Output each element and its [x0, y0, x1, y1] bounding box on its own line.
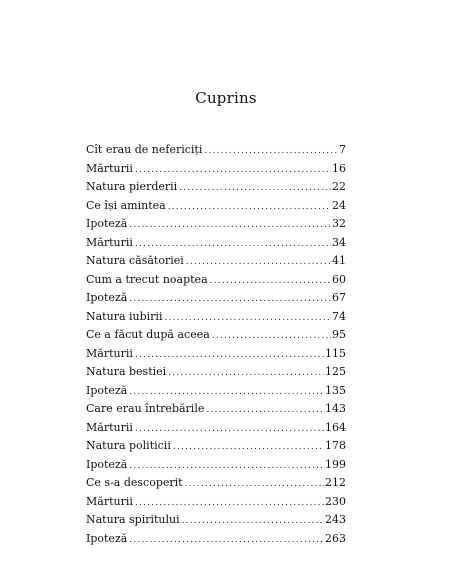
dot-leader: [129, 290, 331, 309]
toc-entry-title: Ce a făcut după aceea: [86, 328, 210, 341]
toc-entry: [86, 160, 346, 179]
toc-entry-page-number: 95: [332, 328, 346, 341]
toc-entry: [86, 197, 346, 216]
dot-leader: [179, 179, 331, 198]
toc-entry-title: Cum a trecut noaptea: [86, 272, 208, 286]
dot-leader: [135, 346, 324, 365]
toc-entry-title: Mărturii: [86, 235, 133, 249]
dot-leader: [164, 309, 331, 328]
dot-leader: [173, 438, 324, 457]
toc-entry: [86, 289, 346, 308]
toc-entry: [86, 382, 346, 401]
toc-entry-page-number: 67: [332, 291, 346, 304]
dot-leader: [212, 327, 331, 346]
toc-entry-page-number: 22: [332, 180, 346, 193]
toc-entry-title: Ipoteză: [86, 457, 128, 471]
toc-entry: [86, 326, 346, 345]
toc-entry: [86, 456, 346, 475]
toc-entry-page-number: 243: [325, 513, 346, 526]
toc-entry: [86, 493, 346, 512]
toc-entry: [86, 308, 346, 327]
dot-leader: [135, 161, 331, 180]
toc-entry-title: Natura iubirii: [86, 309, 163, 323]
toc-entry-title: Mărturii: [86, 346, 133, 360]
toc-entry-page-number: 115: [325, 346, 346, 360]
toc-entry-title: Ce s-a descoperit: [86, 476, 183, 489]
toc-entry-page-number: 125: [325, 365, 346, 378]
toc-entry-title: Ipoteză: [86, 383, 128, 397]
toc-entry-page-number: 263: [325, 531, 346, 545]
dot-leader: [129, 383, 324, 402]
toc-entry-title: Natura bestiei: [86, 365, 167, 378]
dot-leader: [135, 420, 324, 439]
dot-leader: [135, 235, 331, 254]
dot-leader: [182, 512, 324, 531]
toc-entry-page-number: 24: [332, 198, 346, 212]
dot-leader: [168, 364, 324, 383]
toc-entry-page-number: 135: [325, 383, 346, 397]
toc-entry-page-number: 212: [325, 476, 346, 489]
toc-entry-page-number: 199: [325, 457, 346, 471]
dot-leader: [185, 475, 324, 494]
dot-leader: [204, 142, 338, 161]
dot-leader: [129, 531, 324, 550]
toc-entry-title: Cît erau de nefericiți: [86, 143, 203, 156]
page-title: Cuprins: [195, 89, 257, 107]
toc-entry-page-number: 74: [332, 309, 346, 323]
toc-entry-page-number: 41: [332, 254, 346, 267]
toc-entry: [86, 400, 346, 419]
toc-entry: [86, 419, 346, 438]
toc-entry: [86, 474, 346, 493]
toc-entry: [86, 511, 346, 530]
toc-entry: [86, 178, 346, 197]
dot-leader: [206, 401, 324, 420]
toc-entry-page-number: 143: [325, 402, 346, 415]
toc-entry: [86, 141, 346, 160]
toc-entry: [86, 271, 346, 290]
toc-entry-title: Ce își amintea: [86, 198, 166, 212]
toc-entry-title: Ipoteză: [86, 531, 128, 545]
toc-entry-page-number: 34: [332, 235, 346, 249]
dot-leader: [135, 494, 324, 513]
toc-entry: [86, 345, 346, 364]
toc-entry-page-number: 164: [325, 420, 346, 434]
toc-entry-title: Natura pierderii: [86, 180, 178, 193]
toc-entry: [86, 234, 346, 253]
toc-entry: [86, 363, 346, 382]
toc-entry-page-number: 16: [332, 161, 346, 175]
toc-entry-page-number: 230: [325, 494, 346, 508]
toc-entry-page-number: 7: [339, 143, 346, 156]
toc-entry-title: Mărturii: [86, 420, 133, 434]
dot-leader: [129, 216, 331, 235]
toc-entry-title: Ipoteză: [86, 291, 128, 304]
dot-leader: [210, 272, 331, 291]
toc-entry-title: Care erau întrebările: [86, 402, 205, 415]
toc-entry-page-number: 178: [325, 439, 346, 452]
toc-entry: [86, 530, 346, 549]
toc-entry-page-number: 60: [332, 272, 346, 286]
toc-entry-page-number: 32: [332, 217, 346, 230]
toc-entry-title: Ipoteză: [86, 217, 128, 230]
table-of-contents: [86, 141, 346, 548]
dot-leader: [168, 198, 331, 217]
toc-entry-title: Natura căsătoriei: [86, 254, 184, 267]
toc-entry: [86, 215, 346, 234]
toc-entry-title: Natura politicii: [86, 439, 171, 452]
dot-leader: [129, 457, 324, 476]
toc-entry-title: Mărturii: [86, 161, 133, 175]
toc-entry-title: Mărturii: [86, 494, 133, 508]
toc-entry: [86, 437, 346, 456]
toc-entry: [86, 252, 346, 271]
dot-leader: [186, 253, 331, 272]
toc-entry-title: Natura spiritului: [86, 513, 180, 526]
